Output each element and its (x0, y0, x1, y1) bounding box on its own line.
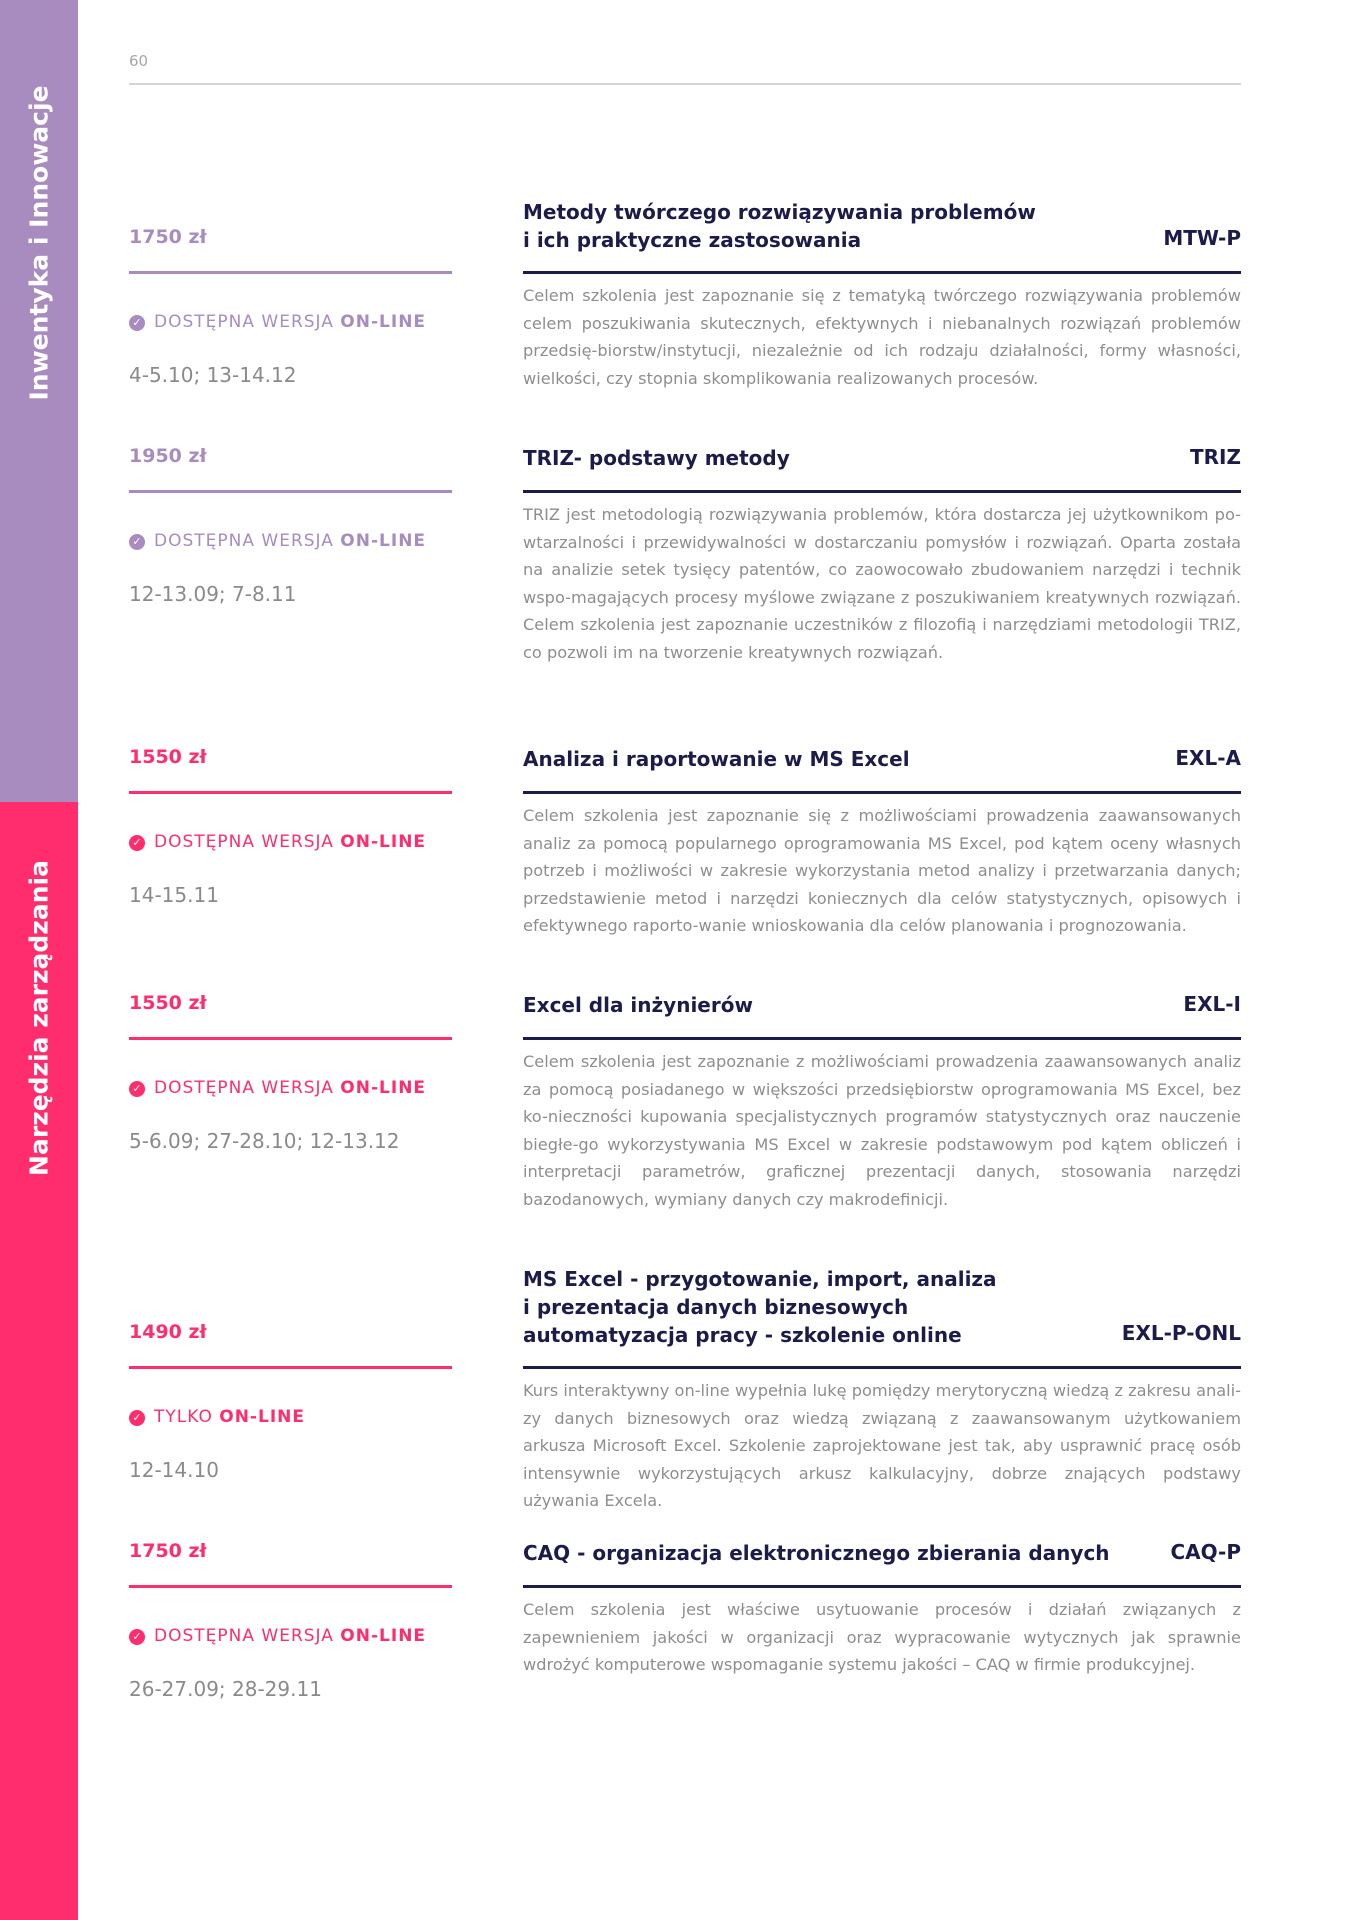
page-number: 60 (129, 52, 149, 70)
check-circle-icon: ✓ (129, 1410, 145, 1426)
check-circle-icon: ✓ (129, 1629, 145, 1645)
check-circle-icon: ✓ (129, 315, 145, 331)
title-divider (523, 271, 1241, 274)
course-dates: 4-5.10; 13-14.12 (129, 363, 297, 387)
course-title: Excel dla inżynierów (523, 993, 753, 1017)
title-divider (523, 490, 1241, 493)
course-description: TRIZ jest metodologią rozwiązywania problemów, która dostarcza jej użytkownikom po-wtarzalności i przewidywalności w dostarczaniu pomysłów i rozwiązań. Oparta została na analizie setek tysięcy patentów, co zaowocowało zbudowaniem narzędzi i technik wspo-magających procesy myślowe związane z poszukiwaniem kreatywnych rozwiązań. Celem szkolenia jest zapoznanie uczestników z filozofią i narzędziami metodologii TRIZ, co pozwoli im na tworzenie kreatywnych rozwiązań. (523, 505, 1241, 662)
course-title: Analiza i raportowanie w MS Excel (523, 747, 910, 771)
course-description: Kurs interaktywny on-line wypełnia lukę pomiędzy merytoryczną wiedzą z zakresu anali-zy danych biznesowych oraz wiedzą związaną z zaawansowanym użytkowaniem arkusza Microsoft Excel. Szkolenie zaprojektowane jest tak, aby usprawnić pracę osób intensywnie wykorzystujących arkusz kalkulacyjny, dobrze znających podstawy używania Excela. (523, 1381, 1241, 1510)
check-circle-icon: ✓ (129, 534, 145, 550)
course-dates: 12-13.09; 7-8.11 (129, 582, 297, 606)
course-price: 1950 zł (129, 445, 207, 467)
course-code: EXL-I (1183, 992, 1241, 1016)
course-code: EXL-A (1175, 746, 1241, 770)
availability-badge: ✓ DOSTĘPNA WERSJA ON-LINE (129, 531, 426, 551)
course-dates: 12-14.10 (129, 1458, 219, 1482)
price-divider (129, 271, 452, 274)
course-price: 1750 zł (129, 1540, 207, 1562)
course-title: Metody twórczego rozwiązywania problemów i ich praktyczne zastosowania (523, 200, 1036, 252)
course-title: MS Excel - przygotowanie, import, analiza i prezentacja danych biznesowych automatyzacja pracy - szkolenie online (523, 1267, 997, 1347)
availability-badge: ✓ DOSTĘPNA WERSJA ON-LINE (129, 1626, 426, 1646)
course-price: 1490 zł (129, 1321, 207, 1343)
course-code: CAQ-P (1170, 1540, 1241, 1564)
course-description: Celem szkolenia jest właściwe usytuowanie procesów i działań związanych z zapewnieniem jakości w organizacji oraz wypracowanie wytycznych jak sprawnie wdrożyć komputerowe wspomaganie systemu jakości – CAQ w firmie produkcyjnej. (523, 1600, 1241, 1674)
availability-badge: ✓ DOSTĘPNA WERSJA ON-LINE (129, 1078, 426, 1098)
check-circle-icon: ✓ (129, 835, 145, 851)
title-divider (523, 1037, 1241, 1040)
title-divider (523, 1585, 1241, 1588)
course-price: 1750 zł (129, 226, 207, 248)
title-divider (523, 791, 1241, 794)
check-circle-icon: ✓ (129, 1081, 145, 1097)
title-divider (523, 1366, 1241, 1369)
course-dates: 14-15.11 (129, 883, 219, 907)
sidebar-label-management: Narzędzia zarządzania (24, 860, 54, 1176)
course-price: 1550 zł (129, 746, 207, 768)
course-code: TRIZ (1190, 445, 1241, 469)
availability-badge: ✓ DOSTĘPNA WERSJA ON-LINE (129, 312, 426, 332)
course-description: Celem szkolenia jest zapoznanie z możliwościami prowadzenia zaawansowanych analiz za pomocą posiadanego w większości przedsiębiorstw oprogramowania MS Excel, bez ko-nieczności kupowania specjalistycznych programów statystycznych oraz nauczenie biegłe-go wykorzystywania MS Excel w zakresie podstawowym pod kątem obliczeń i interpretacji parametrów, graficznej prezentacji danych, stosowania narzędzi bazodanowych, wymiany danych czy makrodefinicji. (523, 1052, 1241, 1209)
course-description: Celem szkolenia jest zapoznanie się z tematyką twórczego rozwiązywania problemów celem poszukiwania skutecznych, efektywnych i niebanalnych rozwiązań problemów przedsię-biorstw/instytucji, niezależnie od ich rodzaju działalności, formy własności, wielkości, czy stopnia skomplikowania realizowanych procesów. (523, 286, 1241, 388)
price-divider (129, 1037, 452, 1040)
sidebar-label-innovation: Inwentyka i Innowacje (24, 85, 54, 401)
availability-badge: ✓ DOSTĘPNA WERSJA ON-LINE (129, 832, 426, 852)
course-code: MTW-P (1163, 226, 1241, 250)
course-title: TRIZ- podstawy metody (523, 446, 790, 470)
course-description: Celem szkolenia jest zapoznanie się z możliwościami prowadzenia zaawansowanych analiz za pomocą popularnego oprogramowania MS Excel, pod kątem oceny własnych potrzeb i możliwości w zakresie wykorzystania metod analizy i przetwarzania danych; przedstawienie metod i narzędzi koniecznych dla celów statystycznych, opisowych i efektywnego raporto-wanie wnioskowania dla celów planowania i prognozowania. (523, 806, 1241, 935)
sidebar-section-innovation (0, 0, 78, 802)
price-divider (129, 1585, 452, 1588)
availability-badge: ✓ TYLKO ON-LINE (129, 1407, 305, 1427)
price-divider (129, 1366, 452, 1369)
course-title: CAQ - organizacja elektronicznego zbierania danych (523, 1541, 1110, 1565)
sidebar-section-management (0, 802, 78, 1920)
course-dates: 5-6.09; 27-28.10; 12-13.12 (129, 1129, 400, 1153)
header-divider (129, 83, 1241, 85)
course-code: EXL-P-ONL (1121, 1321, 1241, 1345)
course-price: 1550 zł (129, 992, 207, 1014)
price-divider (129, 490, 452, 493)
price-divider (129, 791, 452, 794)
course-dates: 26-27.09; 28-29.11 (129, 1677, 322, 1701)
